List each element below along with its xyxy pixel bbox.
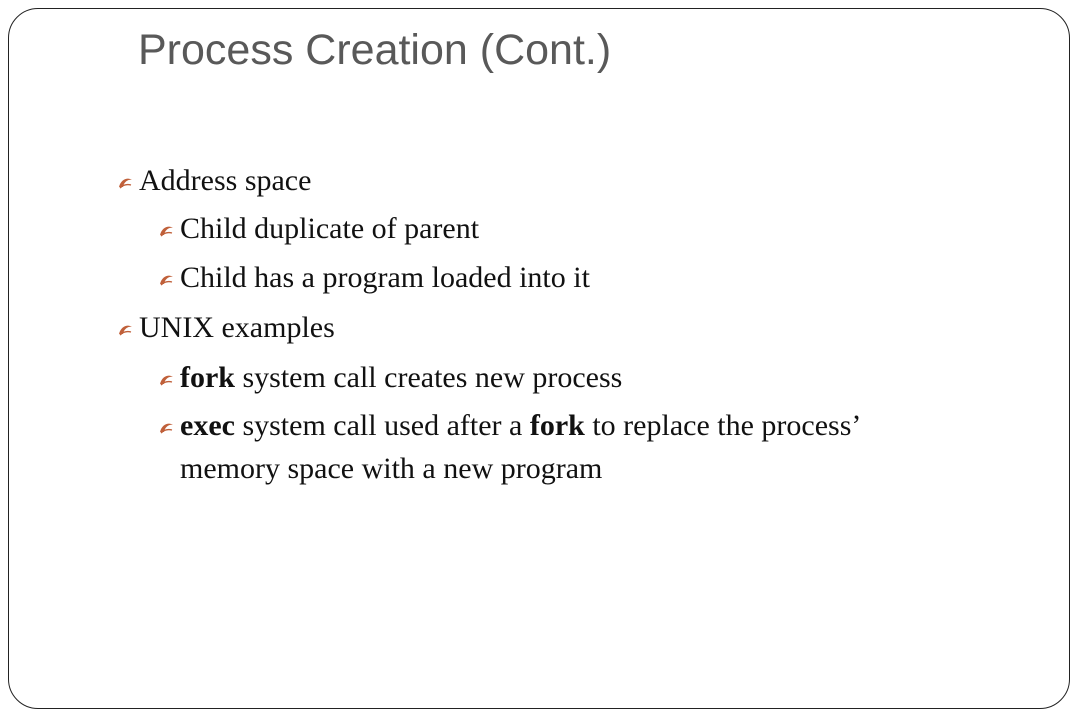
keyword-exec: exec bbox=[180, 409, 235, 442]
sub-bullet-item bbox=[158, 260, 590, 296]
sub-bullet-text: system call used after a bbox=[234, 409, 530, 442]
swirl-bullet-icon bbox=[158, 372, 175, 388]
swirl-bullet-icon bbox=[158, 420, 175, 436]
sub-bullet-item bbox=[158, 360, 622, 396]
swirl-bullet-icon bbox=[117, 175, 134, 191]
sub-bullet-item bbox=[158, 211, 479, 247]
swirl-bullet-icon bbox=[158, 223, 175, 239]
sub-bullet-text: Child duplicate of parent bbox=[180, 212, 480, 245]
bullet-text: Address space bbox=[139, 164, 312, 197]
bullet-item bbox=[117, 163, 311, 199]
swirl-bullet-icon bbox=[117, 322, 134, 338]
sub-bullet-text: system call creates new process bbox=[235, 361, 623, 394]
slide-title: Process Creation (Cont.) bbox=[138, 26, 612, 74]
bullet-text: UNIX examples bbox=[139, 311, 335, 344]
keyword-fork: fork bbox=[529, 409, 585, 442]
sub-bullet-text: Child has a program loaded into it bbox=[180, 261, 590, 294]
swirl-bullet-icon bbox=[158, 272, 175, 288]
keyword-fork: fork bbox=[180, 361, 235, 394]
bullet-item bbox=[117, 310, 335, 346]
sub-bullet-text: to replace the process’ bbox=[584, 409, 862, 442]
sub-bullet-item bbox=[158, 408, 861, 444]
sub-bullet-continuation: memory space with a new program bbox=[180, 452, 603, 485]
